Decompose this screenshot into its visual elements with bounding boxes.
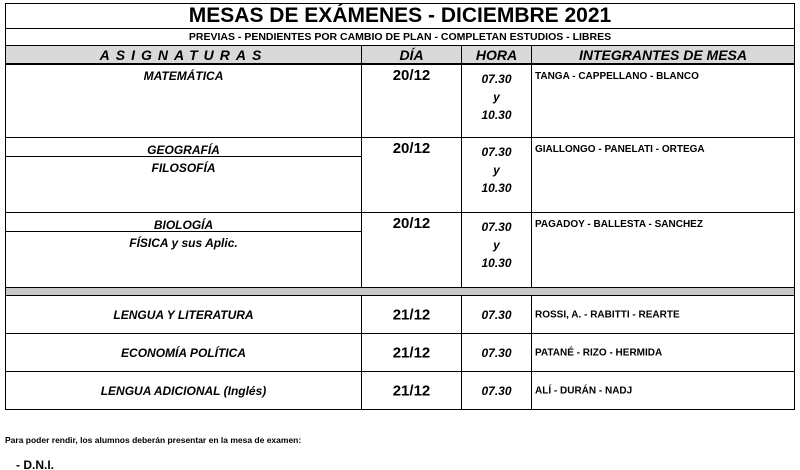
time-value: 10.30 (481, 256, 512, 270)
time-value: 10.30 (481, 181, 512, 195)
subject-cell (6, 138, 362, 212)
requirements-note: Para poder rendir, los alumnos deberán presentar en la mesa de examen: (5, 435, 302, 445)
table-row (5, 138, 795, 213)
time-cell (462, 334, 532, 371)
day-cell (362, 372, 462, 409)
header-integrantes: INTEGRANTES DE MESA (578, 46, 747, 63)
time-value: 07.30 (481, 145, 512, 159)
day-value: 21/12 (392, 382, 431, 399)
header-dia: DÍA (362, 46, 462, 63)
title-box (5, 3, 795, 29)
subject-cell (6, 334, 362, 371)
committee-members: PATANÉ - RIZO - HERMIDA (535, 347, 663, 358)
day-value: 20/12 (392, 67, 431, 84)
page-title: MESAS DE EXÁMENES - DICIEMBRE 2021 (188, 4, 612, 27)
header-hora: HORA (462, 46, 532, 63)
subject-name: LENGUA Y LITERATURA (113, 307, 254, 322)
committee-cell (532, 213, 794, 287)
time-cell (462, 213, 532, 287)
day-value: 21/12 (392, 344, 431, 361)
table-row (5, 372, 795, 410)
time-cell (462, 296, 532, 333)
subject-cell (6, 213, 362, 287)
time-value: 07.30 (481, 72, 512, 86)
time-value: 07.30 (481, 383, 512, 398)
committee-members: ALÍ - DURÁN - NADJ (535, 385, 633, 396)
committee-cell (532, 372, 794, 409)
subject-cell (6, 65, 362, 137)
day-value: 20/12 (392, 140, 431, 157)
subject-name: MATEMÁTICA (143, 69, 224, 83)
day-value: 21/12 (392, 306, 431, 323)
committee-cell (532, 296, 794, 333)
subject-name: BIOLOGÍA (6, 213, 361, 232)
time-cell (462, 65, 532, 137)
day-cell (362, 138, 462, 212)
subject-name: LENGUA ADICIONAL (Inglés) (100, 383, 267, 398)
subject-name: ECONOMÍA POLÍTICA (121, 345, 246, 360)
subject-name: FILOSOFÍA (151, 161, 216, 175)
committee-members: TANGA - CAPPELLANO - BLANCO (535, 71, 699, 82)
table-row (5, 296, 795, 334)
table-row (5, 65, 795, 138)
subject-name: GEOGRAFÍA (6, 138, 361, 157)
day-cell (362, 296, 462, 333)
time-value: 07.30 (481, 220, 512, 234)
subject-name: FÍSICA y sus Aplic. (129, 236, 238, 250)
time-connector: y (493, 238, 500, 252)
subtitle-box (5, 29, 795, 46)
subject-cell (6, 372, 362, 409)
committee-members: GIALLONGO - PANELATI - ORTEGA (535, 144, 705, 155)
table-row (5, 213, 795, 288)
table-row (5, 334, 795, 372)
header-asignaturas: ASIGNATURAS (6, 46, 362, 63)
committee-members: PAGADOY - BALLESTA - SANCHEZ (535, 219, 703, 230)
time-connector: y (493, 90, 500, 104)
time-connector: y (493, 163, 500, 177)
committee-cell (532, 334, 794, 371)
table-header (5, 46, 795, 65)
day-cell (362, 213, 462, 287)
time-value: 10.30 (481, 108, 512, 122)
section-divider (5, 288, 795, 296)
time-cell (462, 138, 532, 212)
time-value: 07.30 (481, 345, 512, 360)
requirement-item: - D.N.I. (16, 458, 54, 470)
committee-cell (532, 65, 794, 137)
day-cell (362, 65, 462, 137)
subject-cell (6, 296, 362, 333)
day-cell (362, 334, 462, 371)
day-value: 20/12 (392, 215, 431, 232)
exam-schedule-sheet (5, 3, 795, 410)
time-cell (462, 372, 532, 409)
committee-members: ROSSI, A. - RABITTI - REARTE (535, 309, 680, 320)
page-subtitle: PREVIAS - PENDIENTES POR CAMBIO DE PLAN - COMPLETAN ESTUDIOS - LIBRES (188, 31, 612, 43)
committee-cell (532, 138, 794, 212)
time-value: 07.30 (481, 307, 512, 322)
